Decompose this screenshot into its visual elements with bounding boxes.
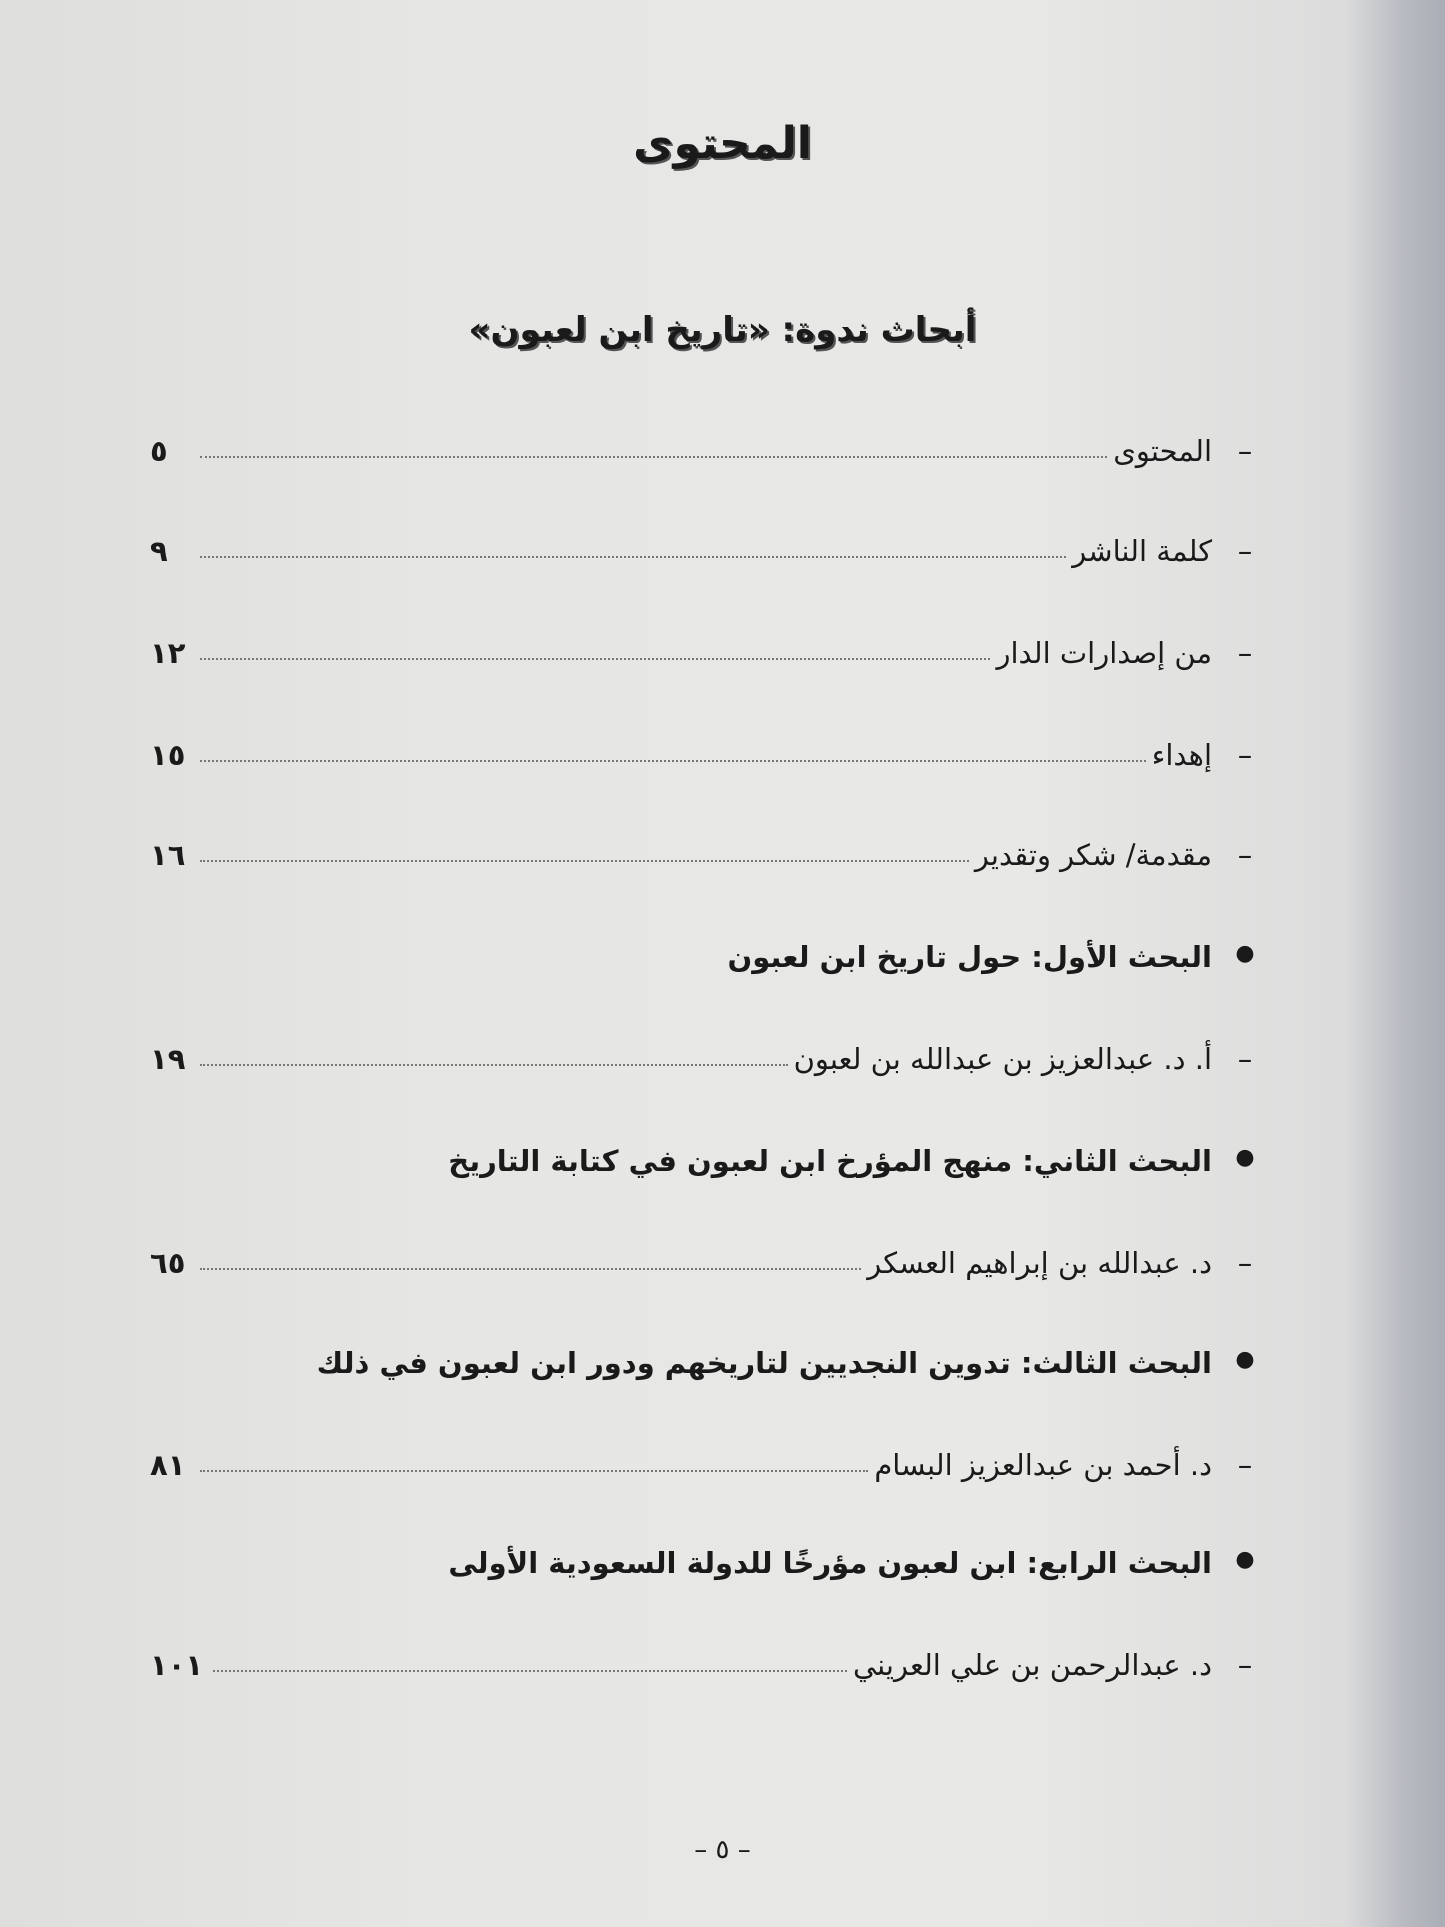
entry-text: البحث الرابع: ابن لعبون مؤرخًا للدولة السعودية الأولى bbox=[448, 1546, 1212, 1580]
bullet-icon: ● bbox=[1235, 1547, 1255, 1572]
entry-text: د. عبدالرحمن بن علي العريني bbox=[852, 1648, 1212, 1682]
entry-text: مقدمة/ شكر وتقدير bbox=[974, 838, 1212, 872]
entry-page-number: ٦٥ bbox=[150, 1246, 186, 1280]
dot-leader bbox=[200, 860, 969, 862]
toc-entry bbox=[150, 722, 1270, 772]
toc-section-heading bbox=[150, 1128, 1270, 1178]
entry-text: المحتوى bbox=[1113, 434, 1212, 468]
entry-page-number: ٨١ bbox=[150, 1448, 186, 1482]
toc-section-heading bbox=[150, 1330, 1270, 1380]
dot-leader bbox=[200, 1064, 788, 1066]
toc-section-heading bbox=[150, 1530, 1270, 1580]
entry-page-number: ٥ bbox=[150, 434, 168, 468]
section-subtitle: أبحاث ندوة: «تاريخ ابن لعبون» bbox=[468, 310, 977, 350]
dash-marker: – bbox=[1237, 838, 1253, 872]
entry-page-number: ١٦ bbox=[150, 838, 186, 872]
entry-page-number: ١٠١ bbox=[150, 1648, 204, 1682]
entry-text: البحث الأول: حول تاريخ ابن لعبون bbox=[727, 940, 1212, 974]
entry-text: البحث الثالث: تدوين النجديين لتاريخهم ودور ابن لعبون في ذلك bbox=[316, 1346, 1212, 1380]
toc-entry bbox=[150, 822, 1270, 872]
dash-marker: – bbox=[1237, 534, 1253, 568]
entry-page-number: ١٩ bbox=[150, 1042, 186, 1076]
dot-leader bbox=[200, 760, 1146, 762]
entry-text: د. أحمد بن عبدالعزيز البسام bbox=[874, 1448, 1212, 1482]
page-title: المحتوى bbox=[633, 118, 812, 169]
dash-marker: – bbox=[1237, 738, 1253, 772]
entry-page-number: ٩ bbox=[150, 534, 168, 568]
bullet-icon: ● bbox=[1235, 1347, 1255, 1372]
dot-leader bbox=[200, 456, 1107, 458]
toc-entry bbox=[150, 518, 1270, 568]
dash-marker: – bbox=[1237, 1042, 1253, 1076]
page-number: – ٥ – bbox=[694, 1835, 751, 1865]
dash-marker: – bbox=[1237, 636, 1253, 670]
toc-entry bbox=[150, 620, 1270, 670]
entry-text: د. عبدالله بن إبراهيم العسكر bbox=[867, 1246, 1212, 1280]
toc-entry bbox=[150, 1432, 1270, 1482]
toc-section-heading bbox=[150, 924, 1270, 974]
dash-marker: – bbox=[1237, 1246, 1253, 1280]
entry-text: إهداء bbox=[1151, 738, 1212, 772]
entry-text: كلمة الناشر bbox=[1072, 534, 1212, 568]
toc-entry bbox=[150, 1632, 1270, 1682]
dash-marker: – bbox=[1237, 434, 1253, 468]
dash-marker: – bbox=[1237, 1648, 1253, 1682]
entry-text: أ. د. عبدالعزيز بن عبدالله بن لعبون bbox=[793, 1042, 1212, 1076]
dot-leader bbox=[200, 1268, 861, 1270]
toc-entry bbox=[150, 1230, 1270, 1280]
dot-leader bbox=[200, 556, 1066, 558]
entry-text: من إصدارات الدار bbox=[996, 636, 1212, 670]
toc-entry bbox=[150, 418, 1270, 468]
bullet-icon: ● bbox=[1235, 1145, 1255, 1170]
entry-page-number: ١٢ bbox=[150, 636, 186, 670]
bullet-icon: ● bbox=[1235, 941, 1255, 966]
toc-entry bbox=[150, 1026, 1270, 1076]
dot-leader bbox=[213, 1670, 847, 1672]
dot-leader bbox=[200, 658, 990, 660]
entry-text: البحث الثاني: منهج المؤرخ ابن لعبون في كتابة التاريخ bbox=[448, 1144, 1212, 1178]
entry-page-number: ١٥ bbox=[150, 738, 186, 772]
dash-marker: – bbox=[1237, 1448, 1253, 1482]
dot-leader bbox=[200, 1470, 868, 1472]
